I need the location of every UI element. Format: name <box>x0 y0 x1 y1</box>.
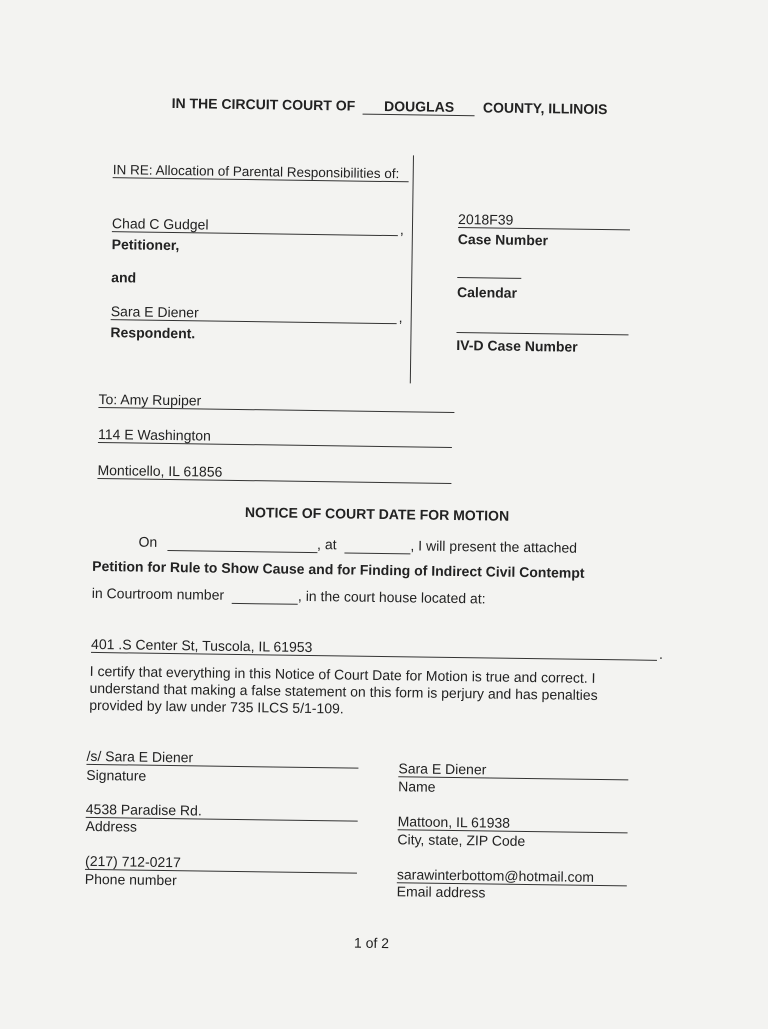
courtroom-prefix: in Courtroom number <box>91 584 225 603</box>
notice-title: NOTICE OF COURT DATE FOR MOTION <box>244 504 510 524</box>
calendar-blank <box>457 263 521 279</box>
calendar-label: Calendar <box>456 283 518 301</box>
courthouse-address: 401 .S Center St, Tuscola, IL 61953 <box>91 636 657 661</box>
date-time-line <box>138 534 577 557</box>
phone-label: Phone number <box>84 870 177 889</box>
address-value: 4538 Paradise Rd. <box>86 801 358 822</box>
time-blank <box>344 536 410 554</box>
respondent-comma: , <box>398 309 403 326</box>
recipient-name: Amy Rupiper <box>120 391 202 409</box>
respondent-name: Sara E Diener <box>111 303 397 324</box>
courtroom-line <box>92 585 486 607</box>
respondent-label: Respondent. <box>110 324 196 342</box>
and-label: and <box>111 269 137 286</box>
on-label: On <box>138 533 158 550</box>
petitioner-comma: , <box>399 221 404 238</box>
present-text: , I will present the attached <box>410 537 578 556</box>
caption-divider <box>410 155 415 383</box>
date-blank <box>167 534 317 553</box>
phone-value: (217) 712-0217 <box>85 853 357 874</box>
at-label: , at <box>317 536 337 553</box>
court-heading-prefix: IN THE CIRCUIT COURT OF <box>171 94 356 114</box>
to-label: To: <box>98 391 118 408</box>
recipient-address-2: Monticello, IL 61856 <box>97 462 451 484</box>
courtroom-suffix: , in the court house located at: <box>297 587 486 607</box>
ivd-case-label: IV-D Case Number <box>456 336 578 355</box>
recipient-address-1: 114 E Washington <box>98 426 452 448</box>
page-number: 1 of 2 <box>353 934 390 952</box>
court-heading <box>172 95 608 118</box>
courtroom-blank <box>232 587 298 605</box>
case-number-value: 2018F39 <box>458 211 630 230</box>
address-period: . <box>658 645 664 662</box>
name-value: Sara E Diener <box>398 760 628 780</box>
case-number-label: Case Number <box>457 231 549 249</box>
name-label: Name <box>398 778 436 795</box>
motion-title: Petition for Rule to Show Cause and for Finding of Indirect Civil Contempt <box>92 557 585 581</box>
county-name: DOUGLAS <box>363 98 475 117</box>
address-label: Address <box>85 817 138 835</box>
city-label: City, state, ZIP Code <box>397 831 526 850</box>
city-value: Mattoon, IL 61938 <box>398 813 628 833</box>
recipient-line <box>98 391 454 413</box>
petitioner-label: Petitioner, <box>111 236 180 254</box>
email-label: Email address <box>396 883 486 901</box>
petitioner-name: Chad C Gudgel <box>112 215 398 236</box>
in-re-line: IN RE: Allocation of Parental Responsibilities of: <box>113 162 409 182</box>
court-heading-suffix: COUNTY, ILLINOIS <box>482 99 608 118</box>
signature-label: Signature <box>86 766 147 784</box>
signature-value: /s/ Sara E Diener <box>86 748 358 769</box>
email-value: sarawinterbottom@hotmail.com <box>397 866 627 886</box>
certification-text: I certify that everything in this Notice of Court Date for Motion is true and correct. I understand that making a false statement on this form is perjury and has penalties provided by law under 735 ILCS 5/1-109. <box>89 662 598 717</box>
ivd-case-blank <box>457 318 629 335</box>
